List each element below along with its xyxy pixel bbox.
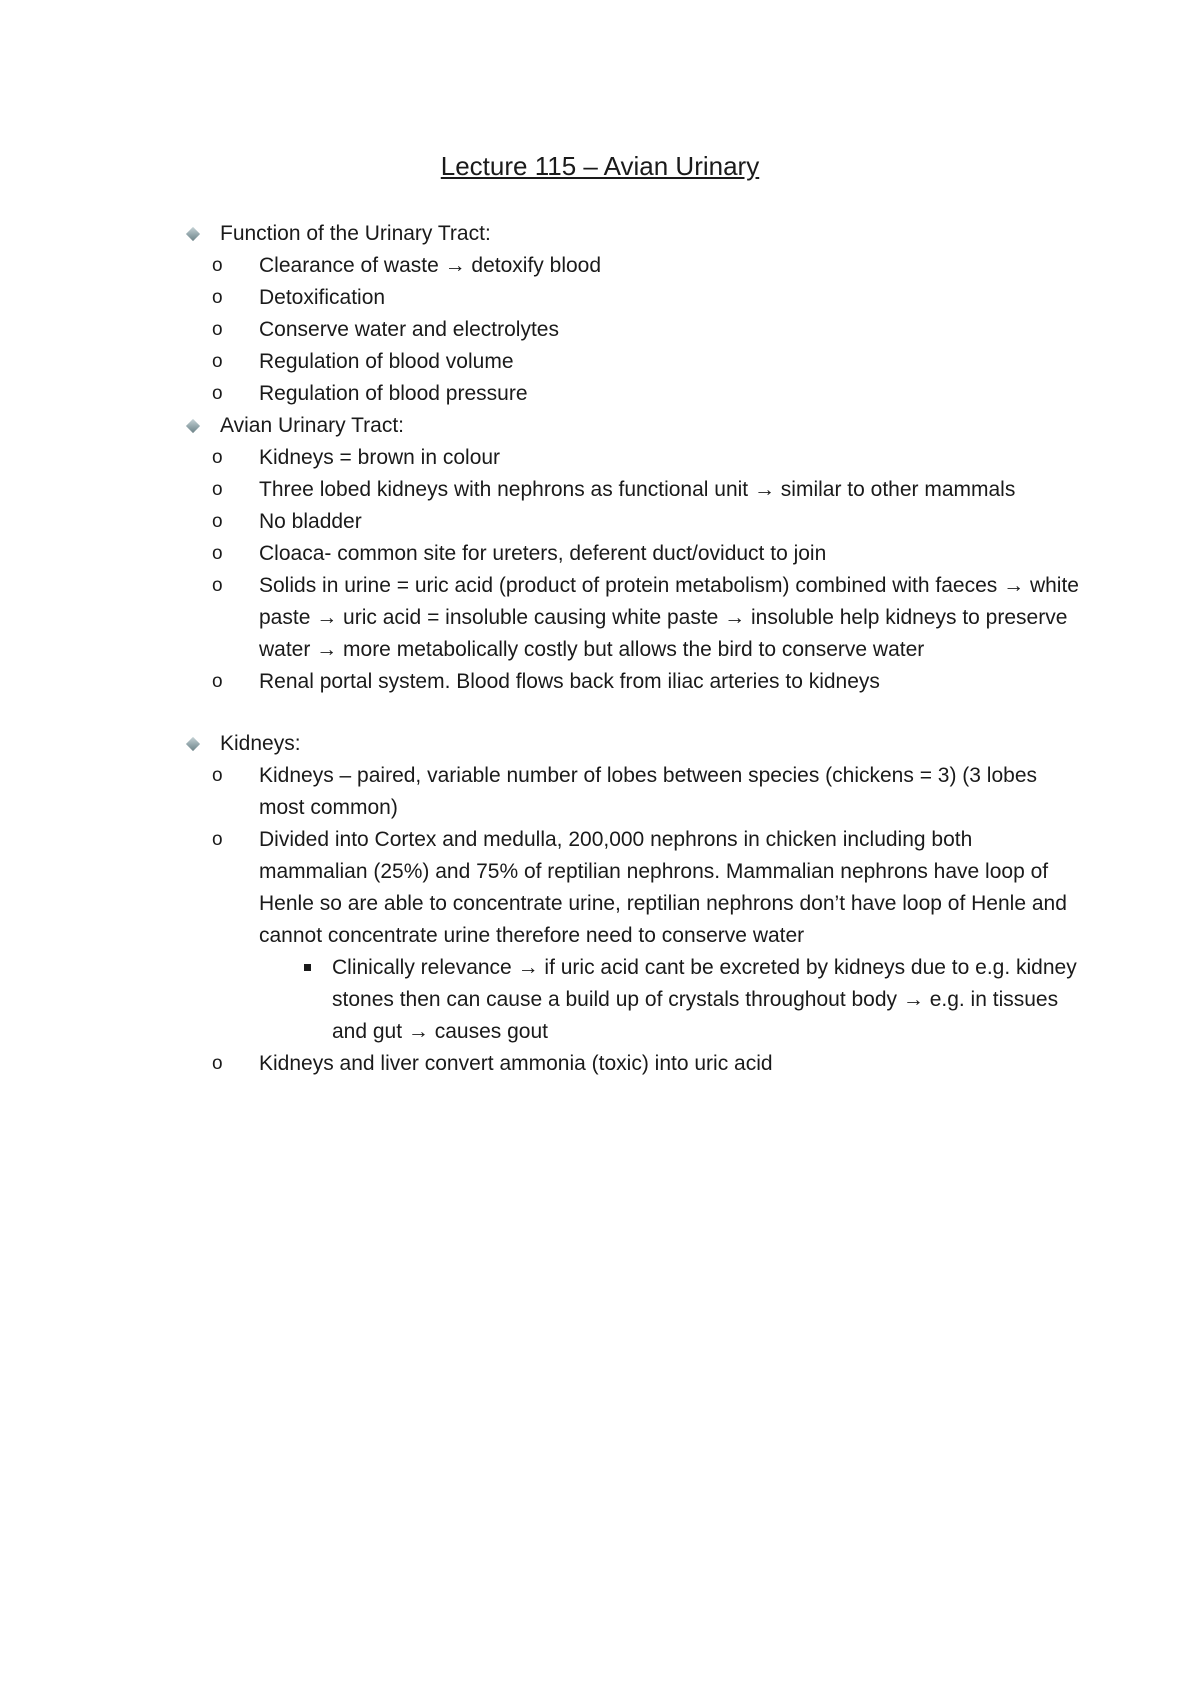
diamond-bullet-icon [186,737,200,751]
list-item: o Renal portal system. Blood flows back from iliac arteries to kidneys [212,670,880,693]
list-item: o Clearance of waste → detoxify blood [212,254,602,277]
section-heading [186,728,1086,760]
list-item: o Kidneys = brown in colour [212,446,501,469]
list-item-text: Kidneys = brown in colour [259,446,501,469]
page-title: Lecture 115 – Avian Urinary [440,151,760,181]
list-item-text: Regulation of blood volume [259,350,514,373]
list-item-text: Conserve water and electrolytes [259,318,559,341]
section-heading [186,410,1086,442]
paragraph-spacer [186,698,1086,728]
list-item: o Regulation of blood pressure [212,382,528,405]
square-bullet-icon [304,964,311,971]
list-item: o Three lobed kidneys with nephrons as functional unit → similar to other mammals [212,478,1016,501]
list-item-text: Regulation of blood pressure [259,382,528,405]
list-item: o Solids in urine = uric acid (product of protein metabolism) combined with faeces → white paste → uric acid = insoluble causing white paste → insoluble help kidneys to preserve water → more metabolically costly but allows the bird to conserve water [212,574,1079,661]
diamond-bullet-icon [186,419,200,433]
section-heading-text: Avian Urinary Tract: [220,414,405,437]
list-item: o Divided into Cortex and medulla, 200,000 nephrons in chicken including both mammalian (25%) and 75% of reptilian nephrons. Mammalian nephrons have loop of Henle so are able to concentrate urine, reptilian nephrons don’t have loop of Henle and cannot concentrate urine therefore need to conserve water [212,828,1067,947]
list-item-text: Kidneys – paired, variable number of lobes between species (chickens = 3) (3 lobes most common) [259,764,1038,819]
list-item-text: Divided into Cortex and medulla, 200,000 nephrons in chicken including both mammalian (25%) and 75% of reptilian nephrons. Mammalian nephrons have loop of Henle so are able to concentrate urine, reptilian nephrons don’t have loop of Henle and cannot concentrate urine therefore need to conserve water [259,828,1067,947]
list-item-text: Three lobed kidneys with nephrons as functional unit → similar to other mammals [259,478,1016,501]
section-heading [186,218,1086,250]
list-item: o Conserve water and electrolytes [212,318,559,341]
list-item-text: Kidneys and liver convert ammonia (toxic) into uric acid [259,1052,773,1075]
list-item: o Kidneys and liver convert ammonia (toxic) into uric acid [212,1052,773,1075]
diamond-bullet-icon [186,227,200,241]
list-item-text: Solids in urine = uric acid (product of protein metabolism) combined with faeces → white paste → uric acid = insoluble causing white paste → insoluble help kidneys to preserve water → more metabolically costly but allows the bird to conserve water [259,574,1079,661]
list-item: o No bladder [212,510,362,533]
list-item: o Kidneys – paired, variable number of lobes between species (chickens = 3) (3 lobes most common) [212,764,1038,819]
section-heading-text: Kidneys: [220,732,301,755]
list-item-text: Detoxification [259,286,386,309]
list-item: o Detoxification [212,286,386,309]
document-body [186,218,1086,1080]
list-item: o Cloaca- common site for ureters, deferent duct/oviduct to join [212,542,827,565]
outline-list [186,218,1086,1080]
list-item: o Regulation of blood volume [212,350,514,373]
sub-list-item-text: Clinically relevance → if uric acid cant be excreted by kidneys due to e.g. kidney stones then can cause a build up of crystals throughout body → e.g. in tissues and gut → causes gout [332,956,1077,1043]
section-heading-text: Function of the Urinary Tract: [220,222,491,245]
list-item-text: Clearance of waste → detoxify blood [259,254,602,277]
list-item-text: No bladder [259,510,362,533]
sub-list-item [186,952,1086,1048]
list-item-text: Renal portal system. Blood flows back from iliac arteries to kidneys [259,670,880,693]
list-item-text: Cloaca- common site for ureters, deferent duct/oviduct to join [259,542,827,565]
